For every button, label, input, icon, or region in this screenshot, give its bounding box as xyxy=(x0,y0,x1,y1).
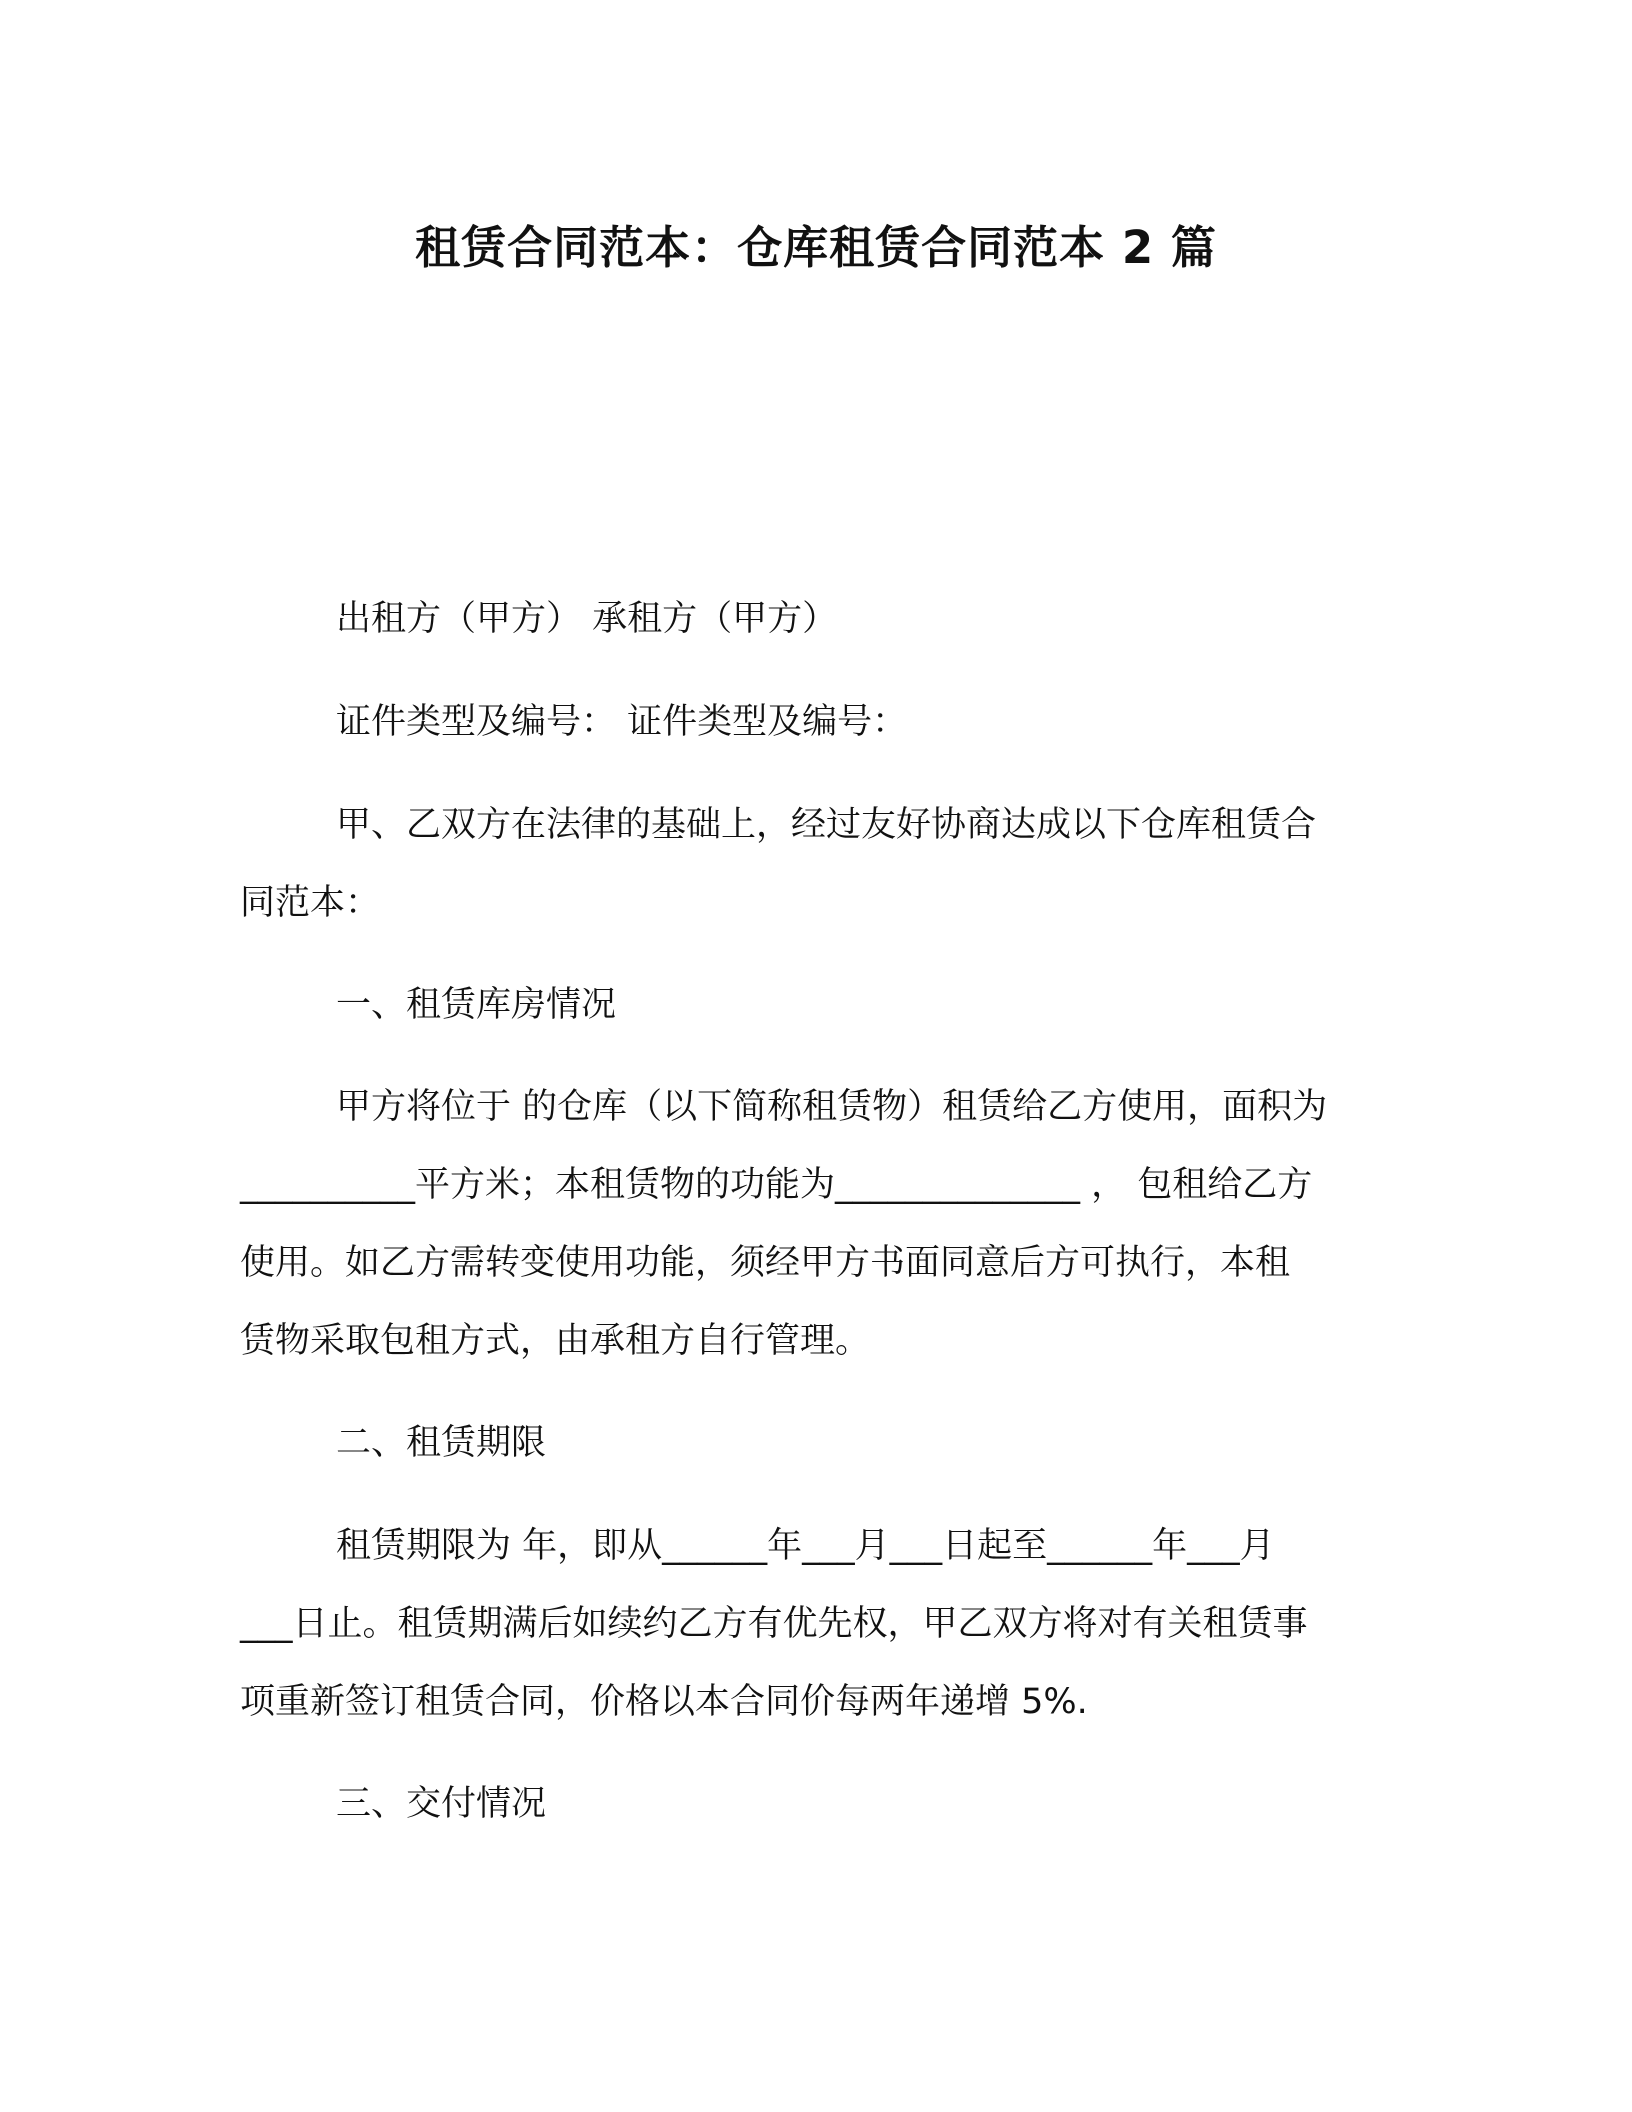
paragraph-line: 甲方将位于 的仓库（以下简称租赁物）租赁给乙方使用，面积为 xyxy=(336,1087,1328,1127)
parties-line xyxy=(240,580,1380,658)
section-heading-1 xyxy=(240,966,1380,1044)
paragraph-line: ___日止。租赁期满后如续约乙方有优先权，甲乙双方将对有关租赁事 xyxy=(240,1604,1308,1644)
section-heading-3 xyxy=(240,1765,1380,1843)
paragraph-line: 项重新签订租赁合同，价格以本合同价每两年递增 5%. xyxy=(240,1682,1088,1722)
parties-text: 出租方（甲方） 承租方（甲方） xyxy=(336,599,838,639)
paragraph-line: 甲、乙双方在法律的基础上，经过友好协商达成以下仓库租赁合 xyxy=(336,805,1317,845)
section-heading-text: 三、交付情况 xyxy=(336,1784,547,1824)
paragraph-line: 同范本： xyxy=(240,883,381,923)
id-line xyxy=(240,683,1380,761)
paragraph-line: 赁物采取包租方式，由承租方自行管理。 xyxy=(240,1321,871,1361)
paragraph-line: 使用。如乙方需转变使用功能，须经甲方书面同意后方可执行，本租 xyxy=(240,1243,1291,1283)
section-2-paragraph xyxy=(240,1507,1380,1741)
paragraph-line: __________平方米；本租赁物的功能为______________ ， 包租给乙方 xyxy=(240,1165,1313,1205)
section-1-paragraph xyxy=(240,1068,1380,1380)
section-heading-2 xyxy=(240,1404,1380,1482)
section-heading-text: 二、租赁期限 xyxy=(336,1423,547,1463)
document-title: 租赁合同范本：仓库租赁合同范本 2 篇 xyxy=(415,221,1217,274)
section-heading-text: 一、租赁库房情况 xyxy=(336,985,617,1025)
paragraph-line: 租赁期限为 年，即从______年___月___日起至______年___月 xyxy=(336,1526,1275,1566)
id-text: 证件类型及编号： 证件类型及编号： xyxy=(336,702,908,742)
intro-paragraph xyxy=(240,786,1380,942)
